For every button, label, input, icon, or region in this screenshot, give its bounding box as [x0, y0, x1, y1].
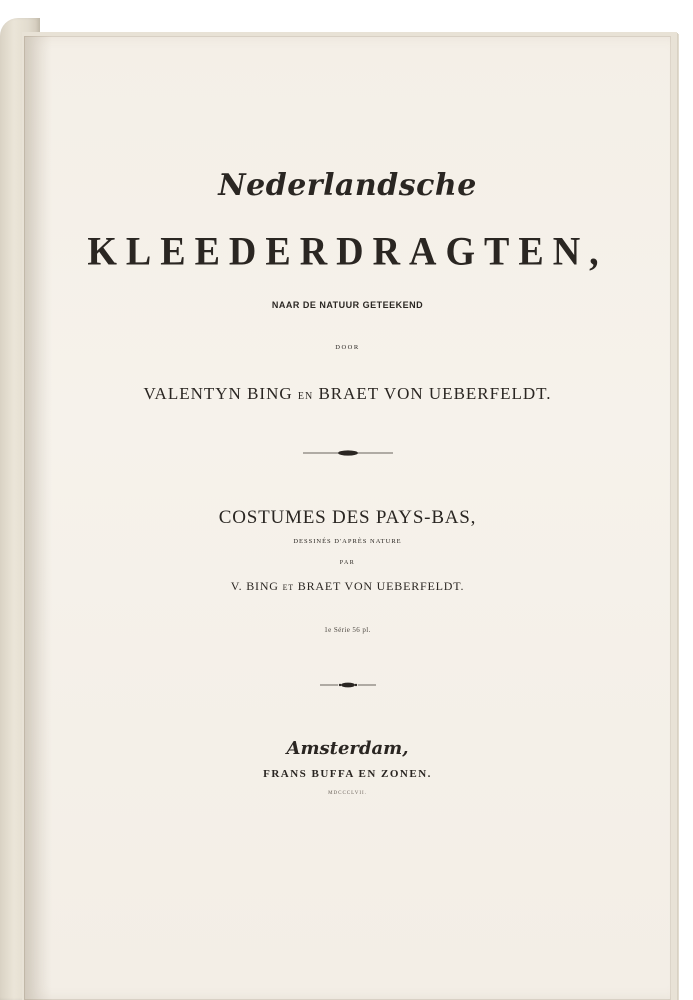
french-authors-conj: ET	[282, 583, 294, 592]
french-authors-part2: BRAET VON UEBERFELDT.	[297, 579, 465, 593]
authors-conj: EN	[297, 391, 314, 402]
french-authors-part1: V. BING	[230, 579, 279, 593]
year: MDCCCLVII.	[328, 791, 367, 796]
door-label: DOOR	[335, 344, 360, 351]
ornamental-rule-icon	[24, 681, 671, 689]
subtitle: NAAR DE NATUUR GETEEKEND	[271, 300, 424, 310]
french-par: PAR	[339, 560, 356, 566]
french-authors-line	[24, 579, 671, 594]
series-note: 1e Série 56 pl.	[324, 626, 371, 634]
publisher: FRANS BUFFA EN ZONEN.	[263, 768, 432, 780]
authors-part1: VALENTYN BING	[143, 384, 293, 403]
french-title: COSTUMES DES PAYS-BAS,	[218, 507, 477, 528]
gothic-title: Nederlandsche	[218, 168, 477, 203]
ornamental-rule-icon	[24, 449, 671, 457]
main-title: KLEEDERDRAGTEN,	[87, 229, 608, 275]
french-subtitle: DESSINÉS D'APRÈS NATURE	[293, 538, 402, 545]
city: Amsterdam,	[286, 738, 409, 759]
authors-line	[24, 384, 671, 404]
authors-part2: BRAET VON UEBERFELDT.	[318, 384, 552, 403]
